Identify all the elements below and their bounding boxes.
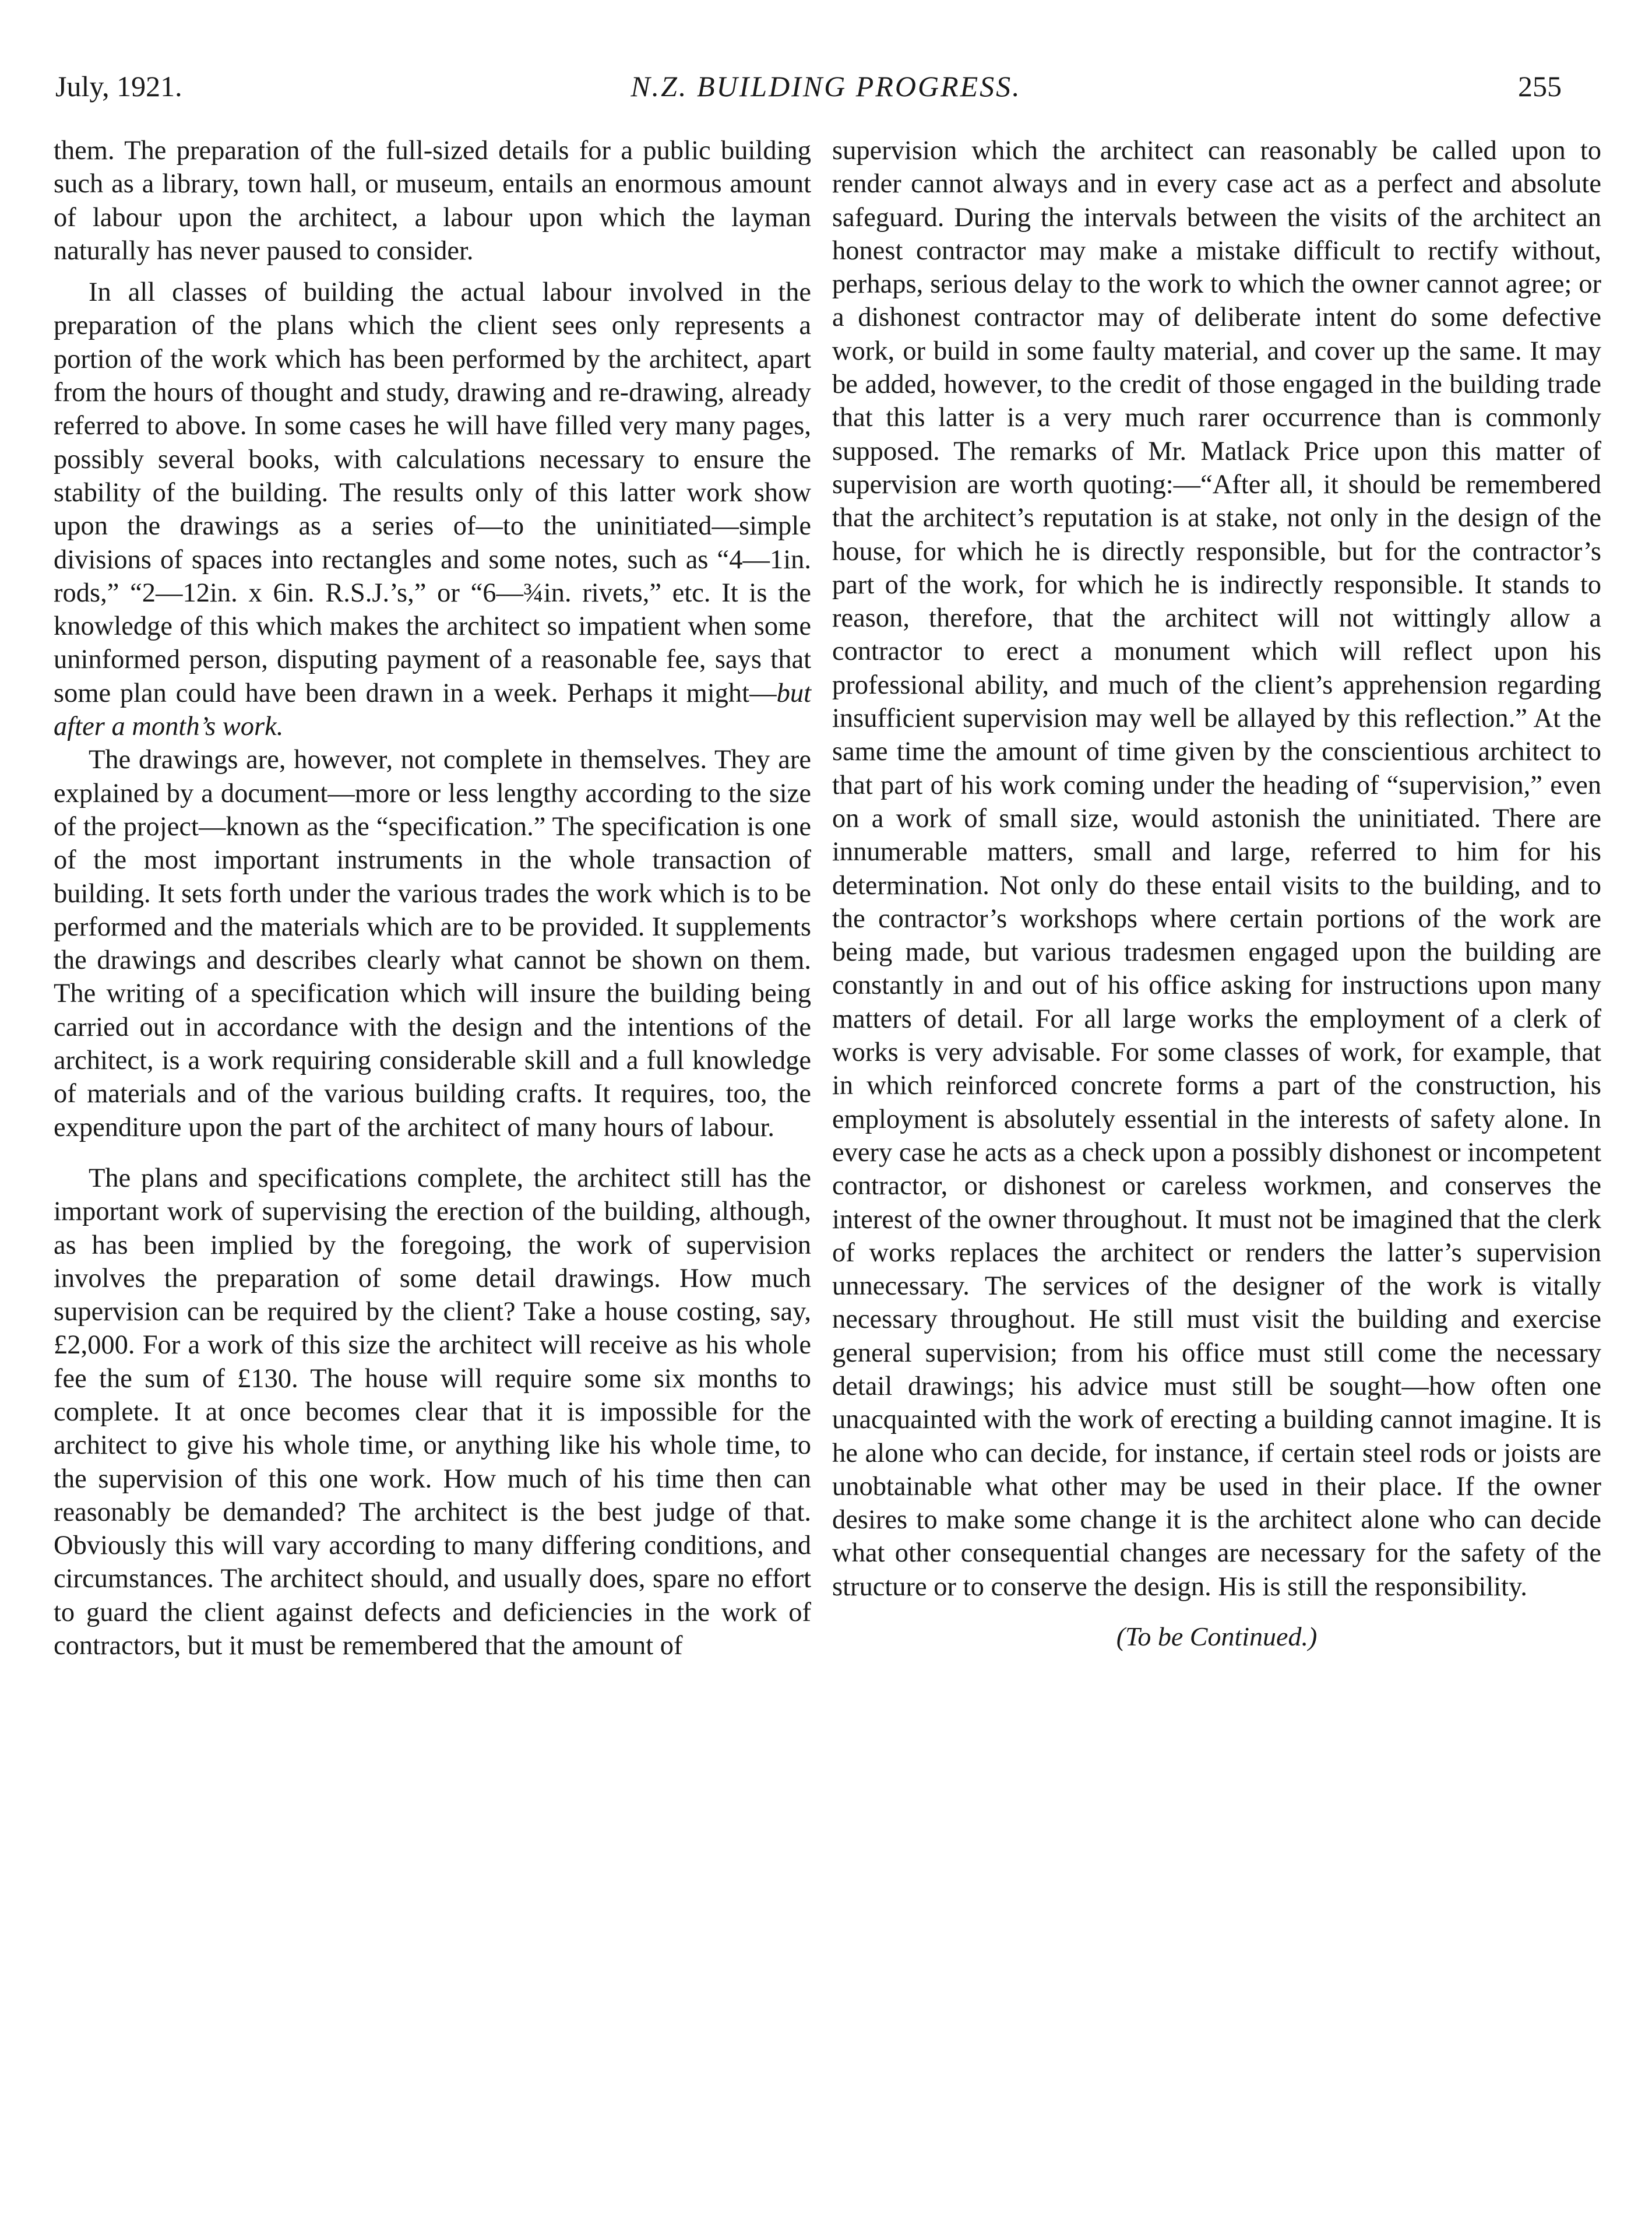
italic-phrase: but after a month’s work. xyxy=(54,678,811,742)
right-column xyxy=(832,134,1601,1653)
paragraph: supervision which the architect can reasonably be called upon to render cannot always and in every case act as a perfect and absolute safeguard. During the intervals between the visits of the architect an honest contractor may make a mistake difficult to rectify without, perhaps, serious delay to the work to which the owner cannot agree; or a dishonest contractor may of deliberate intent do some defective work, or build in some faulty material, and cover up the same. It may be added, however, to the credit of those engaged in the building trade that this latter is a very much rarer occurrence than is commonly supposed. The remarks of Mr. Matlack Price upon this matter of supervision are worth quoting:—“After all, it should be remembered that the architect’s reputation is at stake, not only in the design of the house, for which he is directly responsible, but for the contractor’s part of the work, for which he is indirectly responsible. It stands to reason, therefore, that the architect will not wittingly allow a contractor to erect a monument which will reflect upon his professional ability, and much of the client’s apprehension regarding insufficient supervision may well be allayed by this reflection.” At the same time the amount of time given by the conscientious architect to that part of his work coming under the heading of “supervision,” even on a work of small size, would astonish the uninitiated. There are innumerable matters, small and large, referred to him for his determination. Not only do these entail visits to the building, and to the contractor’s workshops where certain portions of the work are being made, but various tradesmen engaged upon the building are constantly in and out of his office asking for instructions upon many matters of detail. For all large works the employment of a clerk of works is very advisable. For some classes of work, for example, that in which reinforced concrete forms a part of the construction, his employment is absolutely essential in the interests of safety alone. In every case he acts as a check upon a possibly dishonest or incompetent contractor, or dishonest or careless workmen, and conserves the interest of the owner throughout. It must not be imagined that the clerk of works replaces the architect or renders the latter’s supervision unnecessary. The services of the designer of the work is vitally necessary throughout. He still must visit the building and exercise general supervision; from his office must still come the necessary detail drawings; his advice must still be sought—how often one unacquainted with the work of erecting a building cannot imagine. It is he alone who can decide, for instance, if certain steel rods or joists are unobtainable what other may be used in their place. If the owner desires to make some change it is the architect alone who can decide what other consequential changes are necessary for the safety of the structure or to conserve the design. His is still the responsibility. xyxy=(832,136,1601,1602)
paragraph: The drawings are, however, not complete in themselves. They are explained by a document—more or less lengthy according to the size of the project—known as the “specification.” The specification is one of the most important instruments in the whole transaction of building. It sets forth under the various trades the work which is to be performed and the materials which are to be provided. It supplements the drawings and describes clearly what cannot be shown on them. The writing of a specification which will insure the building being carried out in accordance with the design and the intentions of the architect, is a work requiring considerable skill and a full knowledge of materials and of the various building crafts. It requires, too, the expenditure upon the part of the architect of many hours of labour. xyxy=(54,745,811,1142)
to-be-continued-note: (To be Continued.) xyxy=(1116,1622,1318,1652)
page-number: 255 xyxy=(1518,70,1562,103)
paragraph-text: In all classes of building the actual labour involved in the preparation of the plans which the client sees only represents a portion of the work which has been performed by the architect, apart from the hours of thought and study, drawing and re-drawing, already referred to above. In some cases he will have filled very many pages, possibly several books, with calculations necessary to ensure the stability of the building. The results only of this latter work show upon the drawings as a series of—to the uninitiated—simple divisions of spaces into rectangles and some notes, such as “4—1in. rods,” “2—12in. x 6in. R.S.J.’s,” or “6—¾in. rivets,” etc. It is the knowledge of this which makes the architect so impatient when some uninformed person, disputing payment of a reasonable fee, says that some plan could have been drawn in a week. Perhaps it might— xyxy=(54,277,811,708)
publication-title: N.Z. BUILDING PROGRESS. xyxy=(630,70,1022,103)
paragraph: The plans and specifications complete, the architect still has the important work of supervising the erection of the building, although, as has been implied by the foregoing, the work of supervision involves the preparation of some detail drawings. How much supervision can be required by the client? Take a house costing, say, £2,000. For a work of this size the architect will receive as his whole fee the sum of £130. The house will require some six months to complete. It at once becomes clear that it is impossible for the architect to give his whole time, or anything like his whole time, to the supervision of this one work. How much of his time then can reasonably be demanded? The architect is the best judge of that. Obviously this will vary according to many differing conditions, and circumstances. The architect should, and usually does, spare no effort to guard the client against defects and deficiencies in the work of contractors, but it must be remembered that the amount of xyxy=(54,1163,811,1661)
paragraph xyxy=(54,276,811,743)
issue-date: July, 1921. xyxy=(55,70,182,103)
left-column xyxy=(54,134,811,1662)
paragraph: them. The preparation of the full-sized details for a public building such as a library, town hall, or museum, entails an enormous amount of labour upon the architect, a labour upon which the layman naturally has never paused to consider. xyxy=(54,136,811,266)
